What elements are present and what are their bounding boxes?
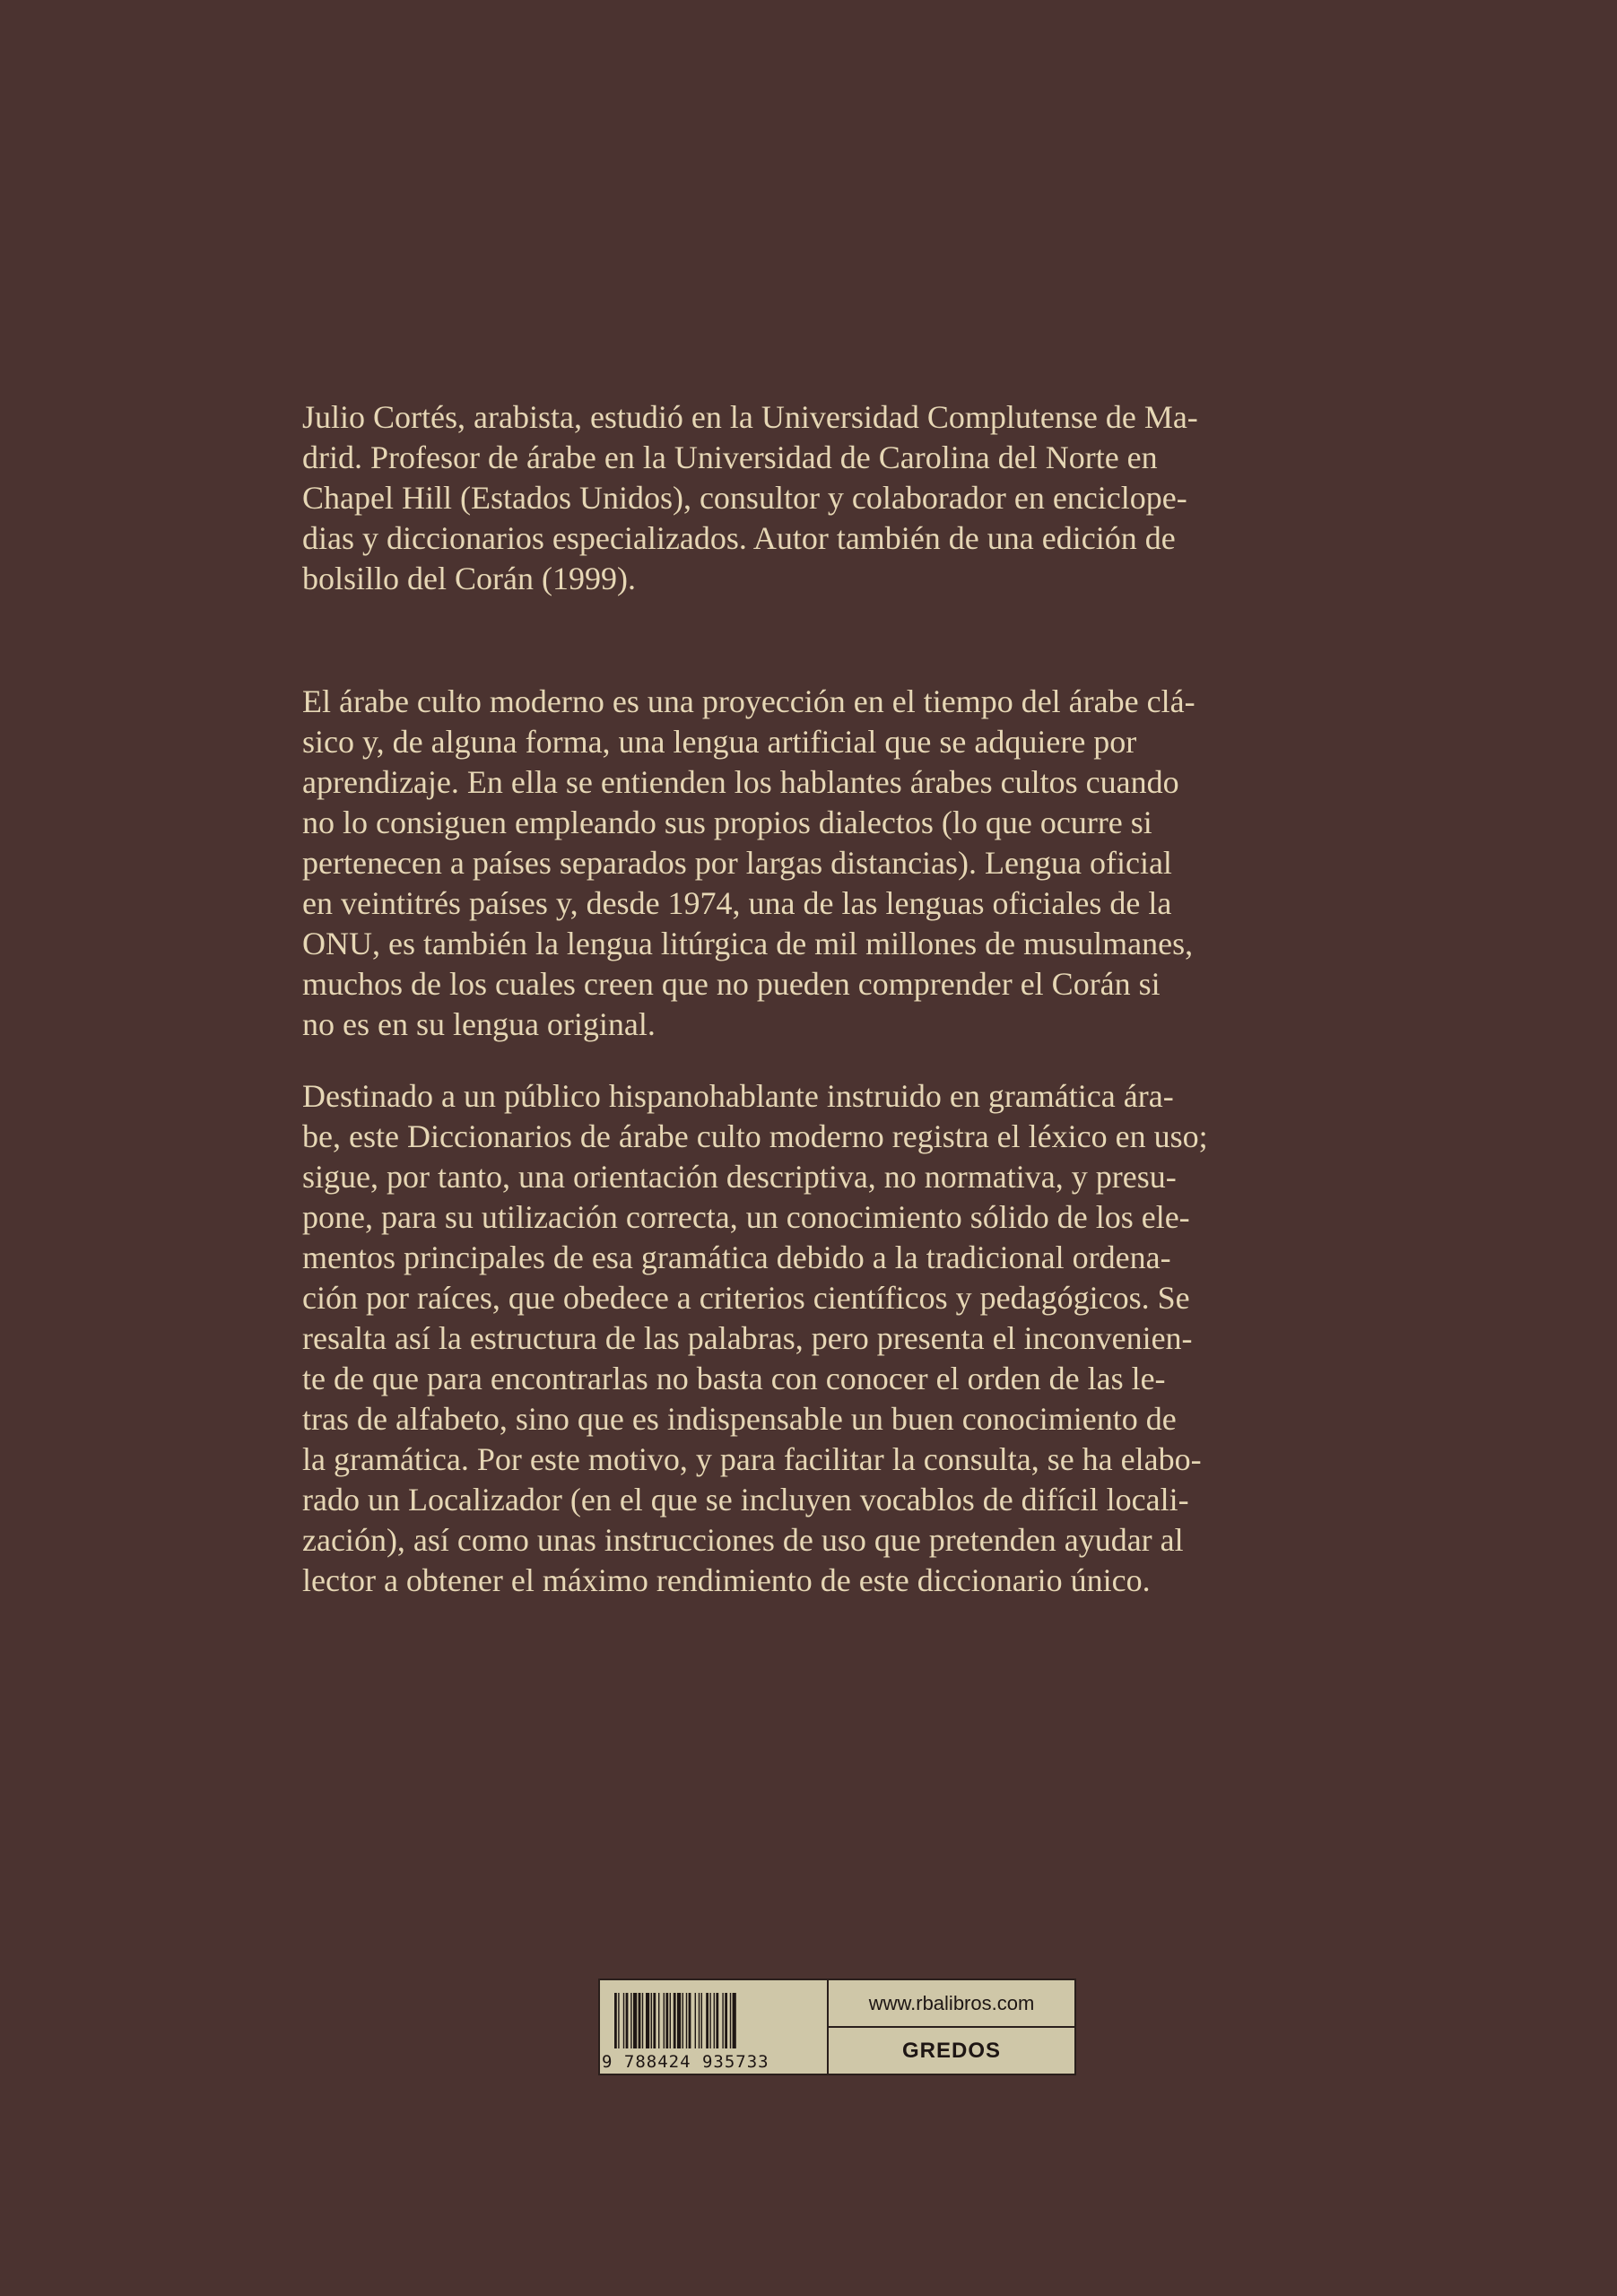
paragraph-line: mentos principales de esa gramática debido a la tradicional ordena- xyxy=(302,1239,1171,1275)
paragraph-line: ción por raíces, que obedece a criterios científicos y pedagógicos. Se xyxy=(302,1280,1190,1316)
barcode-bar xyxy=(706,1993,709,2048)
barcode-bar xyxy=(730,1993,731,2048)
barcode-bar xyxy=(653,1993,656,2048)
barcode-bar xyxy=(658,1993,659,2048)
barcode-bar xyxy=(674,1993,676,2048)
bio-line: Chapel Hill (Estados Unidos), consultor y colaborador en enciclope- xyxy=(302,480,1187,516)
publisher-website: www.rbalibros.com xyxy=(829,1980,1074,2028)
barcode-bars xyxy=(613,1993,815,2048)
paragraph-line: Destinado a un público hispanohablante instruido en gramática ára- xyxy=(302,1078,1174,1114)
barcode-bar xyxy=(722,1993,723,2048)
barcode-bar xyxy=(670,1993,671,2048)
bio-line: Julio Cortés, arabista, estudió en la Universidad Complutense de Ma- xyxy=(302,399,1198,435)
isbn-number: 9 788424 935733 xyxy=(602,2052,769,2072)
description-paragraph-2 xyxy=(302,1076,1374,1601)
barcode-panel xyxy=(598,1979,1076,2075)
barcode-bar xyxy=(714,1993,715,2048)
paragraph-line: sico y, de alguna forma, una lengua artificial que se adquiere por xyxy=(302,724,1137,760)
barcode-bar xyxy=(716,1993,718,2048)
barcode-bar xyxy=(664,1993,665,2048)
barcode-bar xyxy=(623,1993,624,2048)
barcode-bar xyxy=(709,1993,710,2048)
barcode-bar xyxy=(725,1993,727,2048)
paragraph-line: no lo consiguen empleando sus propios dialectos (lo que ocurre si xyxy=(302,804,1152,840)
barcode-bar xyxy=(642,1993,643,2048)
paragraph-line: sigue, por tanto, una orientación descriptiva, no normativa, y presu- xyxy=(302,1159,1177,1195)
publisher-name: GREDOS xyxy=(901,2038,1001,2063)
paragraph-line: pone, para su utilización correcta, un conocimiento sólido de los ele- xyxy=(302,1199,1190,1235)
author-bio xyxy=(302,397,1374,599)
barcode-bar xyxy=(618,1993,619,2048)
barcode-bar xyxy=(614,1993,617,2048)
barcode-bar xyxy=(639,1993,641,2048)
barcode-bar xyxy=(665,1993,668,2048)
paragraph-line: be, este Diccionarios de árabe culto moderno registra el léxico en uso; xyxy=(302,1118,1208,1154)
paragraph-line: resalta así la estructura de las palabras, pero presenta el inconvenien- xyxy=(302,1320,1193,1356)
paragraph-line: tras de alfabeto, sino que es indispensable un buen conocimiento de xyxy=(302,1401,1177,1437)
barcode-bar xyxy=(733,1993,736,2048)
barcode-bar xyxy=(633,1993,637,2048)
barcode-bar xyxy=(701,1993,702,2048)
paragraph-line: te de que para encontrarlas no basta con conocer el orden de las le- xyxy=(302,1361,1166,1396)
barcode-bar xyxy=(626,1993,629,2048)
paragraph-line: zación), así como unas instrucciones de uso que pretenden ayudar al xyxy=(302,1522,1184,1558)
barcode-bar xyxy=(699,1993,700,2048)
paragraph-line: aprendizaje. En ella se entienden los hablantes árabes cultos cuando xyxy=(302,764,1179,800)
paragraph-line: no es en su lengua original. xyxy=(302,1006,656,1042)
paragraph-line: rado un Localizador (en el que se incluyen vocablos de difícil locali- xyxy=(302,1482,1189,1518)
barcode xyxy=(600,1980,829,2074)
paragraph-line: ONU, es también la lengua litúrgica de mil millones de musulmanes, xyxy=(302,926,1194,961)
barcode-bar xyxy=(630,1993,631,2048)
paragraph-line: muchos de los cuales creen que no pueden comprender el Corán si xyxy=(302,966,1161,1002)
paragraph-line: en veintitrés países y, desde 1974, una de las lenguas oficiales de la xyxy=(302,885,1172,921)
barcode-bar xyxy=(689,1993,691,2048)
paragraph-line: El árabe culto moderno es una proyección en el tiempo del árabe clá- xyxy=(302,683,1195,719)
barcode-bar xyxy=(677,1993,681,2048)
paragraph-line: pertenecen a países separados por largas distancias). Lengua oficial xyxy=(302,845,1172,881)
barcode-bar xyxy=(682,1993,683,2048)
barcode-bar xyxy=(646,1993,649,2048)
paragraph-line: lector a obtener el máximo rendimiento de este diccionario único. xyxy=(302,1562,1151,1598)
description-paragraph-1 xyxy=(302,682,1374,1045)
publisher-info xyxy=(829,1980,1074,2074)
barcode-bar xyxy=(651,1993,652,2048)
bio-line: bolsillo del Corán (1999). xyxy=(302,561,636,596)
barcode-bar xyxy=(695,1993,696,2048)
barcode-bar xyxy=(686,1993,687,2048)
paragraph-line: la gramática. Por este motivo, y para facilitar la consulta, se ha elabo- xyxy=(302,1441,1202,1477)
bio-line: drid. Profesor de árabe en la Universidad de Carolina del Norte en xyxy=(302,439,1158,475)
bio-line: dias y diccionarios especializados. Autor también de una edición de xyxy=(302,520,1176,556)
